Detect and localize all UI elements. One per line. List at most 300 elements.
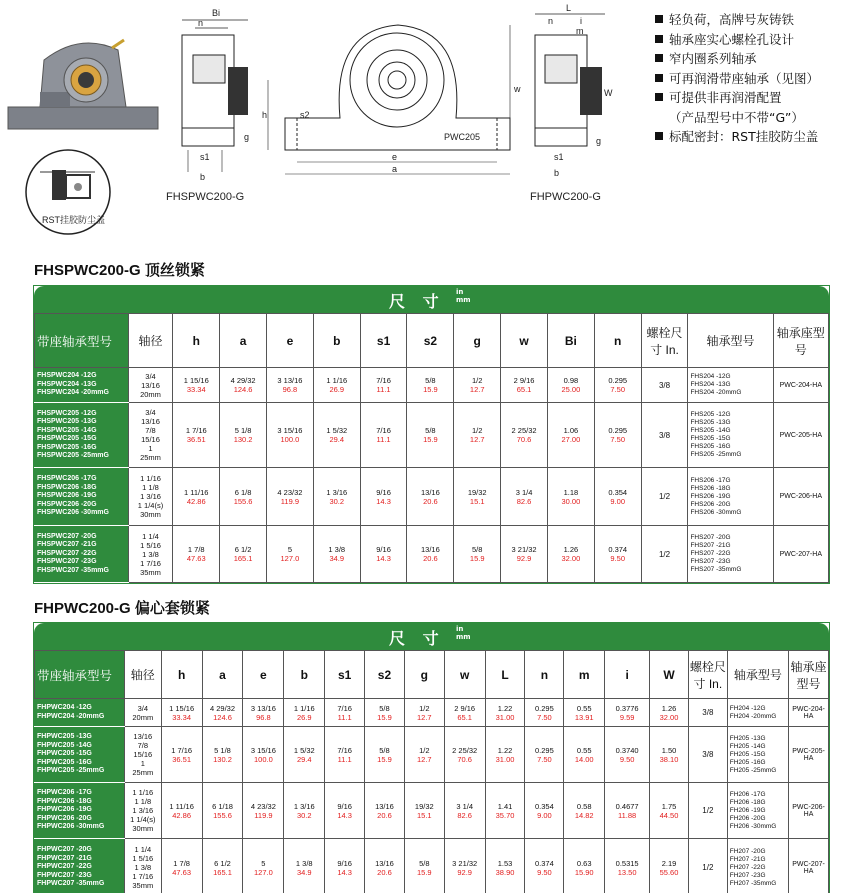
inch-value: 0.58 — [576, 801, 592, 811]
inch-value: 1.41 — [497, 801, 513, 811]
table-row — [35, 839, 829, 893]
shaft-cell — [124, 699, 161, 727]
inch-value: 1 7/8 — [173, 858, 190, 868]
bearing-name: FHS206 -18G — [690, 484, 731, 492]
housing-cell: PWC-206-HA — [789, 783, 829, 839]
label-a: a — [392, 164, 398, 174]
dimension-cell — [267, 468, 314, 526]
mm-value: 33.34 — [186, 385, 206, 394]
dimension-cell — [243, 839, 284, 893]
bearing-name: FHS205 -16G — [690, 443, 731, 450]
inch-value: 5/8 — [425, 376, 436, 385]
section2-band — [34, 623, 829, 650]
inch-value: 0.354 — [534, 801, 554, 811]
inch-value: 1 3/8 — [295, 858, 313, 868]
inch-value: 1.22 — [497, 703, 513, 713]
model-name: FHSPWC207 -23G — [37, 558, 97, 566]
header-cell: 螺栓尺寸 In. — [688, 651, 727, 699]
header-cell: 带座轴承型号 — [35, 651, 125, 699]
mm-value: 11.88 — [618, 810, 637, 820]
mm-value: 15.9 — [423, 435, 438, 444]
feature-item — [655, 49, 850, 69]
header-cell: 轴承型号 — [727, 651, 788, 699]
bearing-name: FHS206 -20G — [690, 500, 731, 508]
dimension-cell — [501, 468, 548, 526]
mm-value: 92.9 — [457, 867, 472, 877]
dimension-cell — [444, 727, 485, 783]
shaft-value: 20mm — [132, 712, 154, 722]
front-view — [262, 25, 521, 174]
dimension-cell — [605, 839, 650, 893]
header-cell: n — [525, 651, 564, 699]
dimension-cell — [454, 526, 501, 583]
model-name: FHPWC205 -15G — [37, 750, 92, 758]
shaft-value: 15/16 — [141, 435, 160, 444]
bearing-name: FH206 -30mmG — [729, 822, 777, 830]
inch-value: 3 15/16 — [277, 426, 303, 435]
mm-value: 7.50 — [537, 754, 552, 764]
shaft-value: 1 5/16 — [132, 854, 154, 863]
header-cell: b — [284, 651, 325, 699]
shaft-value: 7/8 — [137, 741, 149, 750]
dimension-cell — [404, 839, 444, 893]
housing-tag: PWC205 — [444, 132, 481, 142]
mm-value: 11.1 — [337, 754, 352, 764]
inch-value: 0.295 — [608, 376, 628, 385]
header-cell: 轴承座型号 — [773, 314, 828, 368]
label-s2: s2 — [300, 110, 310, 120]
shaft-value: 7/8 — [145, 426, 156, 435]
inch-value: 0.374 — [534, 858, 554, 868]
model-cell — [35, 368, 129, 403]
dimension-cell — [284, 839, 325, 893]
dimension-cell — [564, 699, 605, 727]
model-name: FHPWC206 -30mmG — [37, 823, 105, 831]
mm-value: 9.50 — [610, 554, 626, 563]
housing-cell: PWC-205-HA — [773, 403, 828, 468]
mm-value: 15.90 — [574, 867, 594, 877]
dimension-cell — [220, 526, 267, 583]
dimension-cell — [325, 839, 365, 893]
mm-value: 11.1 — [376, 385, 391, 394]
model-name: FHSPWC204 -12G — [37, 372, 97, 380]
inch-value: 13/16 — [375, 858, 394, 868]
dimension-cell — [173, 468, 220, 526]
model-name: FHSPWC205 -15G — [37, 435, 97, 442]
mm-value: 9.00 — [537, 810, 552, 820]
label-g: g — [244, 132, 250, 142]
model-cell — [35, 783, 125, 839]
mm-value: 65.1 — [457, 712, 472, 722]
mm-value: 38.10 — [659, 754, 679, 764]
dimension-cell — [444, 699, 485, 727]
inch-value: 9/16 — [337, 858, 352, 868]
inch-value: 1 3/8 — [328, 545, 346, 554]
header-cell: a — [220, 314, 267, 368]
inch-value: 4 29/32 — [210, 703, 236, 713]
right-caption: FHPWC200-G — [530, 191, 601, 203]
band-unit: in mm — [456, 288, 471, 304]
technical-drawings — [0, 0, 655, 245]
housing-cell: PWC-205-HA — [789, 727, 829, 783]
dimension-cell — [325, 727, 365, 783]
bearing-name: FHS205 -25mmG — [690, 451, 742, 458]
label-i: i — [580, 16, 582, 26]
inch-value: 1.06 — [563, 426, 579, 435]
dimension-cell — [407, 368, 454, 403]
bearing-name: FHS207 -21G — [690, 542, 731, 549]
header-cell: w — [444, 651, 485, 699]
model-name: FHPWC206 -18G — [37, 797, 92, 805]
bolt-size-cell: 1/2 — [688, 783, 727, 839]
mm-value: 20.6 — [377, 810, 392, 820]
bearing-cell — [688, 526, 773, 583]
mm-value: 15.9 — [423, 385, 438, 394]
header-cell: s1 — [360, 314, 407, 368]
dimension-cell — [525, 699, 564, 727]
table-row — [35, 727, 829, 783]
model-name: FHPWC205 -14G — [37, 741, 92, 749]
inch-value: 1.26 — [661, 703, 677, 713]
bearing-name: FH207 -20G — [729, 847, 766, 855]
feature-item — [655, 10, 850, 30]
mm-value: 155.6 — [233, 496, 253, 506]
inch-value: 6 1/2 — [234, 545, 252, 554]
dimension-cell — [365, 783, 405, 839]
model-name: FHSPWC207 -22G — [37, 549, 97, 557]
mm-value: 30.2 — [296, 810, 312, 820]
dimension-cell — [173, 368, 220, 403]
mm-value: 34.9 — [296, 867, 312, 877]
inch-value: 3 13/16 — [277, 376, 303, 385]
bolt-size-cell: 3/8 — [688, 727, 727, 783]
inch-value: 1 5/32 — [326, 426, 348, 435]
mm-value: 92.9 — [516, 554, 532, 563]
mm-value: 100.0 — [280, 435, 300, 444]
mm-value: 15.9 — [377, 754, 392, 764]
dimension-cell — [161, 727, 202, 783]
mm-value: 15.1 — [469, 496, 485, 506]
dimension-cell — [161, 699, 202, 727]
mm-value: 9.59 — [619, 712, 635, 722]
bearing-name: FHS206 -17G — [690, 476, 731, 484]
mm-value: 15.9 — [469, 554, 485, 563]
header-cell: g — [404, 651, 444, 699]
dimension-cell — [650, 783, 689, 839]
mm-value: 11.1 — [376, 435, 391, 444]
dimension-cell — [501, 403, 548, 468]
dimension-cell — [243, 783, 284, 839]
dimension-cell — [525, 783, 564, 839]
section2-grid — [34, 650, 829, 893]
shaft-value: 1 1/4(s) — [130, 815, 156, 824]
dimension-cell — [365, 839, 405, 893]
mm-value: 42.86 — [186, 496, 206, 506]
mm-value: 12.7 — [469, 435, 485, 444]
inch-value: 3 1/4 — [515, 487, 533, 497]
mm-value: 14.3 — [376, 496, 391, 506]
inch-value: 2.19 — [661, 858, 677, 868]
model-name: FHSPWC204 -20mmG — [37, 389, 109, 397]
mm-value: 11.1 — [337, 712, 352, 722]
inch-value: 7/16 — [376, 376, 391, 385]
mm-value: 13.50 — [617, 867, 637, 877]
inch-value: 0.295 — [534, 745, 554, 755]
mm-value: 55.60 — [659, 867, 679, 877]
bearing-cell — [727, 727, 788, 783]
shaft-value: 1 1/8 — [142, 483, 159, 492]
mm-value: 32.00 — [659, 712, 679, 722]
mm-value: 12.7 — [417, 754, 432, 764]
shaft-value: 3/4 — [145, 371, 156, 381]
mm-value: 119.9 — [254, 810, 273, 820]
housing-cell: PWC-206-HA — [773, 468, 828, 526]
bearing-name: FH206 -17G — [729, 790, 766, 798]
shaft-value: 1 7/16 — [132, 872, 154, 881]
bolt-size-cell: 3/8 — [641, 403, 688, 468]
bolt-size-cell: 1/2 — [641, 526, 688, 583]
shaft-cell — [128, 526, 173, 583]
mm-value: 9.50 — [537, 867, 552, 877]
mm-value: 96.8 — [256, 712, 271, 722]
label-W: W — [604, 88, 613, 98]
rst-label: RST挂胶防尘盖 — [42, 215, 106, 225]
inch-value: 1 7/8 — [187, 545, 205, 554]
bearing-name: FH205 -15G — [729, 750, 766, 758]
shaft-cell — [124, 783, 161, 839]
mm-value: 130.2 — [233, 435, 253, 444]
feature-item — [655, 69, 850, 89]
dimension-cell — [485, 699, 525, 727]
inch-value: 1 11/16 — [169, 801, 194, 811]
inch-value: 3 1/4 — [456, 801, 474, 811]
inch-value: 1.26 — [563, 545, 579, 554]
table-row — [35, 368, 829, 403]
section1-table — [33, 285, 830, 584]
model-name: FHSPWC205 -12G — [37, 409, 97, 417]
bearing-name: FH207 -21G — [729, 855, 766, 863]
header-cell: 轴承座型号 — [789, 651, 829, 699]
inch-value: 2 25/32 — [511, 426, 537, 435]
header-cell: 轴径 — [128, 314, 173, 368]
band-title: 尺 寸 — [389, 292, 445, 311]
label-n: n — [198, 18, 204, 28]
mm-value: 12.7 — [469, 385, 485, 394]
header-cell: 螺栓尺寸 In. — [641, 314, 688, 368]
mm-value: 130.2 — [213, 754, 232, 764]
inch-value: 4 23/32 — [250, 801, 276, 811]
dimension-cell — [650, 727, 689, 783]
inch-value: 5/8 — [379, 703, 390, 713]
dimension-cell — [501, 368, 548, 403]
shaft-value: 1 1/16 — [140, 474, 161, 483]
inch-value: 1/2 — [472, 376, 483, 385]
dimension-cell — [444, 783, 485, 839]
model-name: FHSPWC206 -30mmG — [37, 509, 109, 517]
dimension-cell — [547, 526, 594, 583]
feature-item — [655, 88, 850, 108]
shaft-value: 1 — [140, 759, 145, 768]
mm-value: 14.82 — [574, 810, 594, 820]
mm-value: 26.9 — [329, 385, 345, 394]
feature-text: 可再润滑带座轴承（见图） — [669, 70, 820, 86]
shaft-value: 35mm — [132, 881, 154, 890]
inch-value: 2 25/32 — [452, 745, 478, 755]
bearing-name: FH205 -14G — [729, 742, 766, 750]
bearing-name: FH207 -23G — [729, 871, 766, 879]
dimension-cell — [243, 699, 284, 727]
shaft-value: 1 3/16 — [132, 806, 154, 815]
inch-value: 7/16 — [337, 745, 352, 755]
mm-value: 7.50 — [610, 435, 626, 444]
bearing-name: FH205 -13G — [729, 734, 766, 742]
header-cell: g — [454, 314, 501, 368]
header-row — [35, 651, 829, 699]
dimension-cell — [360, 468, 407, 526]
inch-value: 0.63 — [576, 858, 592, 868]
model-name: FHPWC204 -20mmG — [37, 712, 105, 720]
header-cell: s2 — [365, 651, 405, 699]
bearing-name: FH205 -25mmG — [729, 766, 777, 774]
model-name: FHSPWC204 -13G — [37, 380, 97, 388]
inch-value: 0.354 — [608, 487, 628, 497]
bearing-cell — [688, 468, 773, 526]
mm-value: 42.86 — [172, 810, 192, 820]
dimension-cell — [161, 783, 202, 839]
dimension-cell — [501, 526, 548, 583]
inch-value: 4 23/32 — [277, 487, 303, 497]
dimension-cell — [547, 403, 594, 468]
inch-value: 1 3/16 — [326, 487, 348, 497]
header-cell: Bi — [547, 314, 594, 368]
dimension-cell — [202, 839, 243, 893]
mm-value: 30.00 — [561, 496, 581, 506]
label-h: h — [262, 110, 268, 120]
mm-value: 7.50 — [610, 385, 626, 394]
shaft-value: 25mm — [140, 453, 161, 462]
left-caption: FHSPWC200-G — [166, 191, 245, 203]
shaft-value: 25mm — [132, 768, 154, 777]
bearing-name: FH207 -35mmG — [729, 879, 777, 887]
header-cell: e — [243, 651, 284, 699]
inch-value: 3 21/32 — [452, 858, 478, 868]
header-cell: e — [267, 314, 314, 368]
dimension-cell — [564, 783, 605, 839]
header-cell: b — [313, 314, 360, 368]
inch-value: 0.55 — [576, 745, 592, 755]
bearing-name: FHS207 -23G — [690, 558, 731, 565]
table-row — [35, 699, 829, 727]
model-name: FHPWC207 -21G — [37, 854, 92, 862]
mm-value: 9.00 — [610, 496, 626, 506]
dimension-cell — [444, 839, 485, 893]
dimension-cell — [202, 783, 243, 839]
label-e: e — [392, 152, 398, 162]
shaft-value: 1 3/8 — [134, 863, 152, 872]
dimension-cell — [202, 699, 243, 727]
inch-value: 5 — [287, 545, 292, 554]
inch-value: 1 7/16 — [185, 426, 207, 435]
mm-value: 38.90 — [495, 867, 515, 877]
inch-value: 5 1/8 — [214, 745, 231, 755]
dimension-cell — [360, 368, 407, 403]
inch-value: 13/16 — [421, 487, 440, 497]
band-unit: in mm — [456, 625, 471, 641]
feature-text: 轻负荷，高牌号灰铸铁 — [669, 12, 795, 27]
feature-item — [655, 30, 850, 50]
mm-value: 65.1 — [516, 385, 532, 394]
mm-value: 124.6 — [233, 385, 253, 394]
mm-value: 165.1 — [233, 554, 253, 563]
header-cell: 轴承型号 — [688, 314, 773, 368]
inch-value: 2 9/16 — [513, 376, 535, 385]
mm-value: 70.6 — [457, 754, 472, 764]
inch-value: 6 1/8 — [234, 487, 252, 497]
model-name: FHSPWC206 -19G — [37, 492, 97, 500]
dimension-cell — [454, 368, 501, 403]
mm-value: 119.9 — [280, 496, 300, 506]
mm-value: 30.2 — [329, 496, 345, 506]
mm-value: 36.51 — [186, 435, 206, 444]
header-cell: h — [173, 314, 220, 368]
mm-value: 7.50 — [537, 712, 552, 722]
label-w: w — [514, 84, 521, 94]
section1-title: FHSPWC200-G 顶丝锁紧 — [34, 262, 205, 279]
bullet-icon — [655, 54, 663, 62]
dimension-cell — [564, 839, 605, 893]
inch-value: 1/2 — [419, 703, 430, 713]
shaft-value: 1 1/4 — [142, 531, 159, 541]
model-name: FHSPWC206 -20G — [37, 500, 97, 508]
mm-value: 25.00 — [561, 385, 581, 394]
inch-value: 3 15/16 — [250, 745, 276, 755]
inch-value: 19/32 — [414, 801, 434, 811]
feature-text: 可提供非再润滑配置 — [669, 90, 782, 105]
bearing-name: FHS207 -35mmG — [690, 566, 742, 573]
mm-value: 20.6 — [377, 867, 392, 877]
model-cell — [35, 699, 125, 727]
dimension-cell — [407, 526, 454, 583]
bearing-name: FHS205 -13G — [690, 419, 731, 426]
shaft-value: 1 1/16 — [132, 788, 154, 797]
inch-value: 0.374 — [608, 545, 628, 554]
bolt-size-cell: 1/2 — [688, 839, 727, 893]
inch-value: 0.98 — [563, 376, 579, 385]
inch-value: 7/16 — [337, 703, 352, 713]
shaft-cell — [128, 403, 173, 468]
housing-cell: PWC-204-HA — [789, 699, 829, 727]
dimension-cell — [547, 368, 594, 403]
bearing-name: FHS207 -22G — [690, 550, 731, 557]
shaft-value: 13/16 — [141, 417, 160, 426]
dimension-cell — [267, 526, 314, 583]
mm-value: 20.6 — [423, 554, 438, 563]
dimension-cell — [650, 699, 689, 727]
inch-value: 5/8 — [419, 858, 430, 868]
bearing-cell — [727, 839, 788, 893]
inch-value: 9/16 — [376, 487, 391, 497]
mm-value: 127.0 — [254, 867, 273, 877]
dimension-cell — [365, 699, 405, 727]
inch-value: 1/2 — [419, 745, 430, 755]
bolt-size-cell: 3/8 — [641, 368, 688, 403]
mm-value: 31.00 — [495, 712, 515, 722]
section1-band — [34, 286, 829, 313]
inch-value: 1 5/32 — [293, 745, 315, 755]
header-cell: s2 — [407, 314, 454, 368]
dimension-cell — [365, 727, 405, 783]
model-name: FHSPWC207 -20G — [37, 532, 97, 540]
